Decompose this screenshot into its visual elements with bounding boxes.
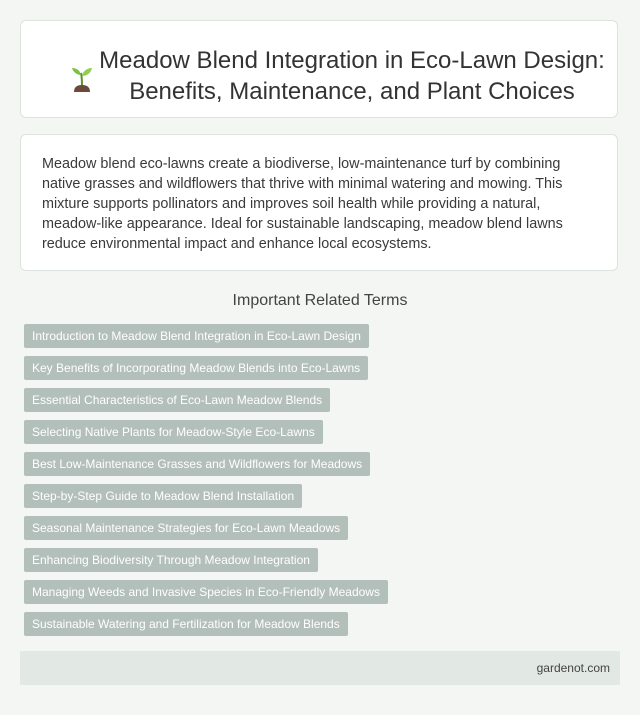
summary-card — [20, 134, 618, 271]
related-term-link[interactable]: Selecting Native Plants for Meadow-Style Eco-Lawns — [24, 420, 323, 444]
related-term-link[interactable]: Enhancing Biodiversity Through Meadow Integration — [24, 548, 318, 572]
footer-bar — [20, 651, 620, 685]
related-term-link[interactable]: Essential Characteristics of Eco-Lawn Meadow Blends — [24, 388, 330, 412]
related-term-link[interactable]: Step-by-Step Guide to Meadow Blend Installation — [24, 484, 302, 508]
page-title: Meadow Blend Integration in Eco-Lawn Design: Benefits, Maintenance, and Plant Choices — [99, 47, 605, 105]
site-name[interactable]: gardenot.com — [536, 661, 610, 675]
related-terms-heading: Important Related Terms — [232, 292, 408, 309]
title-card — [20, 20, 618, 118]
summary-paragraph: Meadow blend eco-lawns create a biodiverse, low-maintenance turf by combining native grasses and wildflowers that thrive with minimal watering and mowing. This mixture supports pollinators and improves soil health while providing a natural, meadow-like appearance. Ideal for sustainable landscaping, meadow blend lawns reduce environmental impact and enhance local ecosystems. — [42, 156, 563, 252]
related-terms-list — [24, 324, 624, 644]
related-term-link[interactable]: Sustainable Watering and Fertilization for Meadow Blends — [24, 612, 348, 636]
related-term-link[interactable]: Best Low-Maintenance Grasses and Wildflowers for Meadows — [24, 452, 370, 476]
related-term-link[interactable]: Managing Weeds and Invasive Species in Eco-Friendly Meadows — [24, 580, 388, 604]
related-term-link[interactable]: Seasonal Maintenance Strategies for Eco-Lawn Meadows — [24, 516, 348, 540]
related-term-link[interactable]: Key Benefits of Incorporating Meadow Blends into Eco-Lawns — [24, 356, 368, 380]
related-term-link[interactable]: Introduction to Meadow Blend Integration in Eco-Lawn Design — [24, 324, 369, 348]
seedling-icon — [67, 65, 99, 93]
